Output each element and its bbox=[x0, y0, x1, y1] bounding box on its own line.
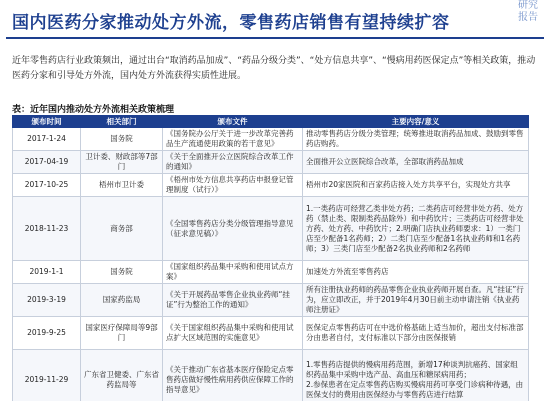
cell-date: 2017-04-19 bbox=[13, 151, 81, 174]
cell-content: 医保定点零售药店可在中选价格基础上适当加价，超出支付标准部分由患者自付，支付标准以下部分由医保报销 bbox=[303, 317, 529, 350]
badge-line-1: 研究 bbox=[518, 0, 538, 11]
cell-content: 全面推开公立医院综合改革，全部取消药品加成 bbox=[303, 151, 529, 174]
cell-department: 商务部 bbox=[81, 197, 163, 261]
cell-document: 《国务院办公厅关于进一步改革完善药品生产流通使用政策的若干意见》 bbox=[163, 128, 303, 151]
table-row bbox=[13, 151, 529, 174]
cell-content: 所有注册执业药师的药品零售企业执业药师开展自查。凡“挂证”行为，应立即改正，并于2019年4月30日前主动申请注销《执业药师注册证》 bbox=[303, 284, 529, 317]
table-row bbox=[13, 261, 529, 284]
cell-content: 梧州市20家医院和百家药店接入处方共享平台，实现处方共享 bbox=[303, 174, 529, 197]
cell-document: 《国家组织药品集中采购和使用试点方案》 bbox=[163, 261, 303, 284]
title-bar bbox=[0, 0, 550, 38]
header-content: 主要内容/意义 bbox=[303, 116, 529, 128]
intro-paragraph: 近年零售药店行业政策频出，通过出台“取消药品加成”、“药品分级分类”、“处方信息共享”、“慢病用药医保定点”等相关政策，推动医药分家和引导处方外流，国内处方外流获得实质性进展。 bbox=[12, 56, 536, 81]
cell-content: 1.一类药店可经营乙类非处方药；二类药店可经营非处方药、处方药（禁止类、限制类药品除外）和中药饮片；三类药店可经营非处方药、处方药、中药饮片；2.明确门店执业药师要求：1）一类门店至少配备1名药师；2）二类门店至少配备1名执业药师和1名药师；3）三类门店至少配备2名执业药师和2名药师 bbox=[303, 197, 529, 261]
cell-document: 《关于开展药品零售企业执业药师“挂证”行为整治工作的通知》 bbox=[163, 284, 303, 317]
cell-department: 国务院 bbox=[81, 128, 163, 151]
cell-department: 国家药监局 bbox=[81, 284, 163, 317]
table-row bbox=[13, 128, 529, 151]
table-row bbox=[13, 197, 529, 261]
badge-line-2: 报告 bbox=[518, 12, 538, 23]
cell-date: 2019-9-25 bbox=[13, 317, 81, 350]
table-caption: 表：近年国内推动处方外流相关政策梳理 bbox=[12, 105, 175, 115]
table-row bbox=[13, 174, 529, 197]
cell-department: 国家医疗保障局等9部门 bbox=[81, 317, 163, 350]
cell-content: 加速处方外流至零售药店 bbox=[303, 261, 529, 284]
report-badge bbox=[506, 0, 550, 24]
table-row bbox=[13, 317, 529, 350]
header-date: 颁布时间 bbox=[13, 116, 81, 128]
cell-date: 2018-11-23 bbox=[13, 197, 81, 261]
cell-content: 推动零售药店分级分类管理；统筹推进取消药品加成、鼓励到零售药店购药。 bbox=[303, 128, 529, 151]
cell-date: 2017-1-24 bbox=[13, 128, 81, 151]
title-divider bbox=[6, 37, 544, 39]
cell-document: 《关于全面推开公立医院综合改革工作的通知》 bbox=[163, 151, 303, 174]
cell-document: 《梧州市处方信息共享药店申报登记管理制度（试行）》 bbox=[163, 174, 303, 197]
table-header-row bbox=[13, 116, 529, 128]
cell-department: 广东省卫健委、广东省药监局等 bbox=[81, 350, 163, 401]
cell-department: 梧州市卫计委 bbox=[81, 174, 163, 197]
cell-date: 2019-3-19 bbox=[13, 284, 81, 317]
table-row bbox=[13, 284, 529, 317]
header-department: 相关部门 bbox=[81, 116, 163, 128]
header-document: 颁布文件 bbox=[163, 116, 303, 128]
cell-document: 《关于国家组织药品集中采购和使用试点扩大区域范围的实施意见》 bbox=[163, 317, 303, 350]
cell-date: 2017-10-25 bbox=[13, 174, 81, 197]
policy-table bbox=[12, 115, 529, 401]
cell-date: 2019-1-1 bbox=[13, 261, 81, 284]
cell-date: 2019-11-29 bbox=[13, 350, 81, 401]
cell-document: 《关于推动广东省基本医疗保险定点零售药店做好慢性病用药供应保障工作的指导意见》 bbox=[163, 350, 303, 401]
cell-content: 1.零售药店提供的慢病用药范围，新增17种谈判抗癌药、国家组织药品集中采购中选产品、高血压和糖尿病用药； 2.参保患者在定点零售药店购买慢病用药可享受门诊病种待遇，由医保支付的费用由医保经办与零售药店进行结算 bbox=[303, 350, 529, 401]
page-title: 国内医药分家推动处方外流，零售药店销售有望持续扩容 bbox=[12, 13, 450, 33]
cell-department: 国务院 bbox=[81, 261, 163, 284]
cell-department: 卫计委、财政部等7部门 bbox=[81, 151, 163, 174]
cell-document: 《全国零售药店分类分级管理指导意见（征求意见稿）》 bbox=[163, 197, 303, 261]
table-row bbox=[13, 350, 529, 401]
